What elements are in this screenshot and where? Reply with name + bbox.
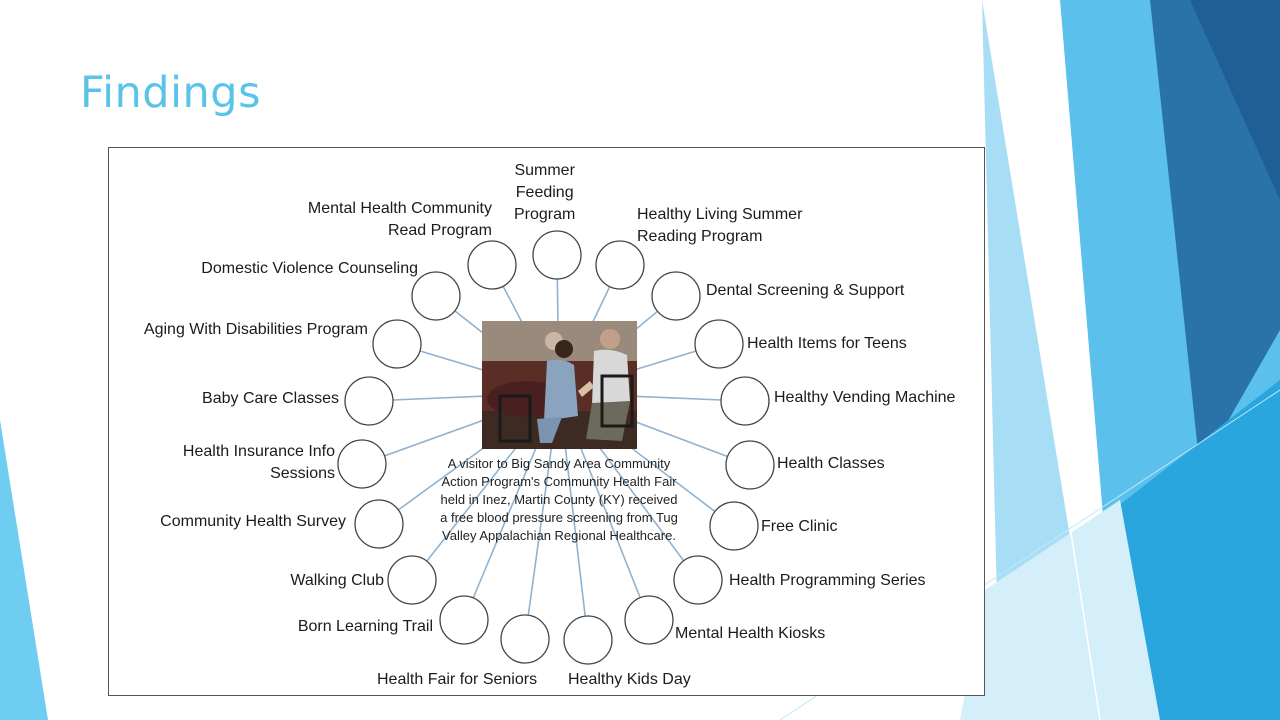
label-health-programming-series: Health Programming Series — [729, 572, 926, 589]
node-circle-health-items-teens — [695, 320, 743, 368]
node-circle-baby-care-classes — [345, 377, 393, 425]
label-health-items-teens: Health Items for Teens — [747, 335, 907, 352]
node-circle-born-learning-trail — [440, 596, 488, 644]
label-health-insurance-info: Health Insurance Info Sessions — [182, 443, 335, 482]
label-mental-health-read: Mental Health Community Read Program — [307, 200, 492, 239]
node-circle-health-fair-seniors — [501, 615, 549, 663]
label-dental-screening: Dental Screening & Support — [706, 282, 905, 299]
node-circle-walking-club — [388, 556, 436, 604]
left-accent-shape — [0, 420, 48, 720]
label-community-health-survey: Community Health Survey — [160, 513, 346, 530]
node-circle-healthy-kids-day — [564, 616, 612, 664]
node-circle-mental-health-read — [468, 241, 516, 289]
node-circle-healthy-living-summer-reading — [596, 241, 644, 289]
label-healthy-vending: Healthy Vending Machine — [774, 389, 956, 406]
photo-caption: A visitor to Big Sandy Area Community Action Program's Community Health Fair held in Inez, Martin County (KY) received a free blood pressure screening from Tug Valley Appalachian Regional Healthcare. — [440, 456, 678, 543]
node-circle-community-health-survey — [355, 500, 403, 548]
health-fair-photo — [482, 321, 637, 449]
label-health-fair-seniors: Health Fair for Seniors — [377, 671, 538, 688]
node-circle-healthy-vending — [721, 377, 769, 425]
node-circle-dental-screening — [652, 272, 700, 320]
label-mental-health-kiosks: Mental Health Kiosks — [675, 625, 826, 642]
node-circle-aging-disabilities — [373, 320, 421, 368]
label-healthy-kids-day: Healthy Kids Day — [568, 671, 691, 688]
label-baby-care-classes: Baby Care Classes — [202, 390, 339, 407]
label-domestic-violence: Domestic Violence Counseling — [201, 260, 418, 277]
label-aging-disabilities: Aging With Disabilities Program — [143, 321, 368, 338]
programs-diagram — [108, 147, 985, 696]
label-summer-feeding: Summer Feeding Program — [514, 162, 576, 223]
node-circle-health-classes — [726, 441, 774, 489]
node-circle-health-programming-series — [674, 556, 722, 604]
node-circle-domestic-violence — [412, 272, 460, 320]
label-health-classes: Health Classes — [777, 455, 885, 472]
label-free-clinic: Free Clinic — [761, 518, 838, 535]
label-walking-club: Walking Club — [290, 572, 384, 589]
label-born-learning-trail: Born Learning Trail — [297, 618, 433, 635]
node-circle-free-clinic — [710, 502, 758, 550]
node-circle-summer-feeding — [533, 231, 581, 279]
node-circle-health-insurance-info — [338, 440, 386, 488]
node-circle-mental-health-kiosks — [625, 596, 673, 644]
slide-title: Findings — [80, 68, 261, 118]
label-healthy-living-summer-reading: Healthy Living Summer Reading Program — [637, 206, 803, 245]
